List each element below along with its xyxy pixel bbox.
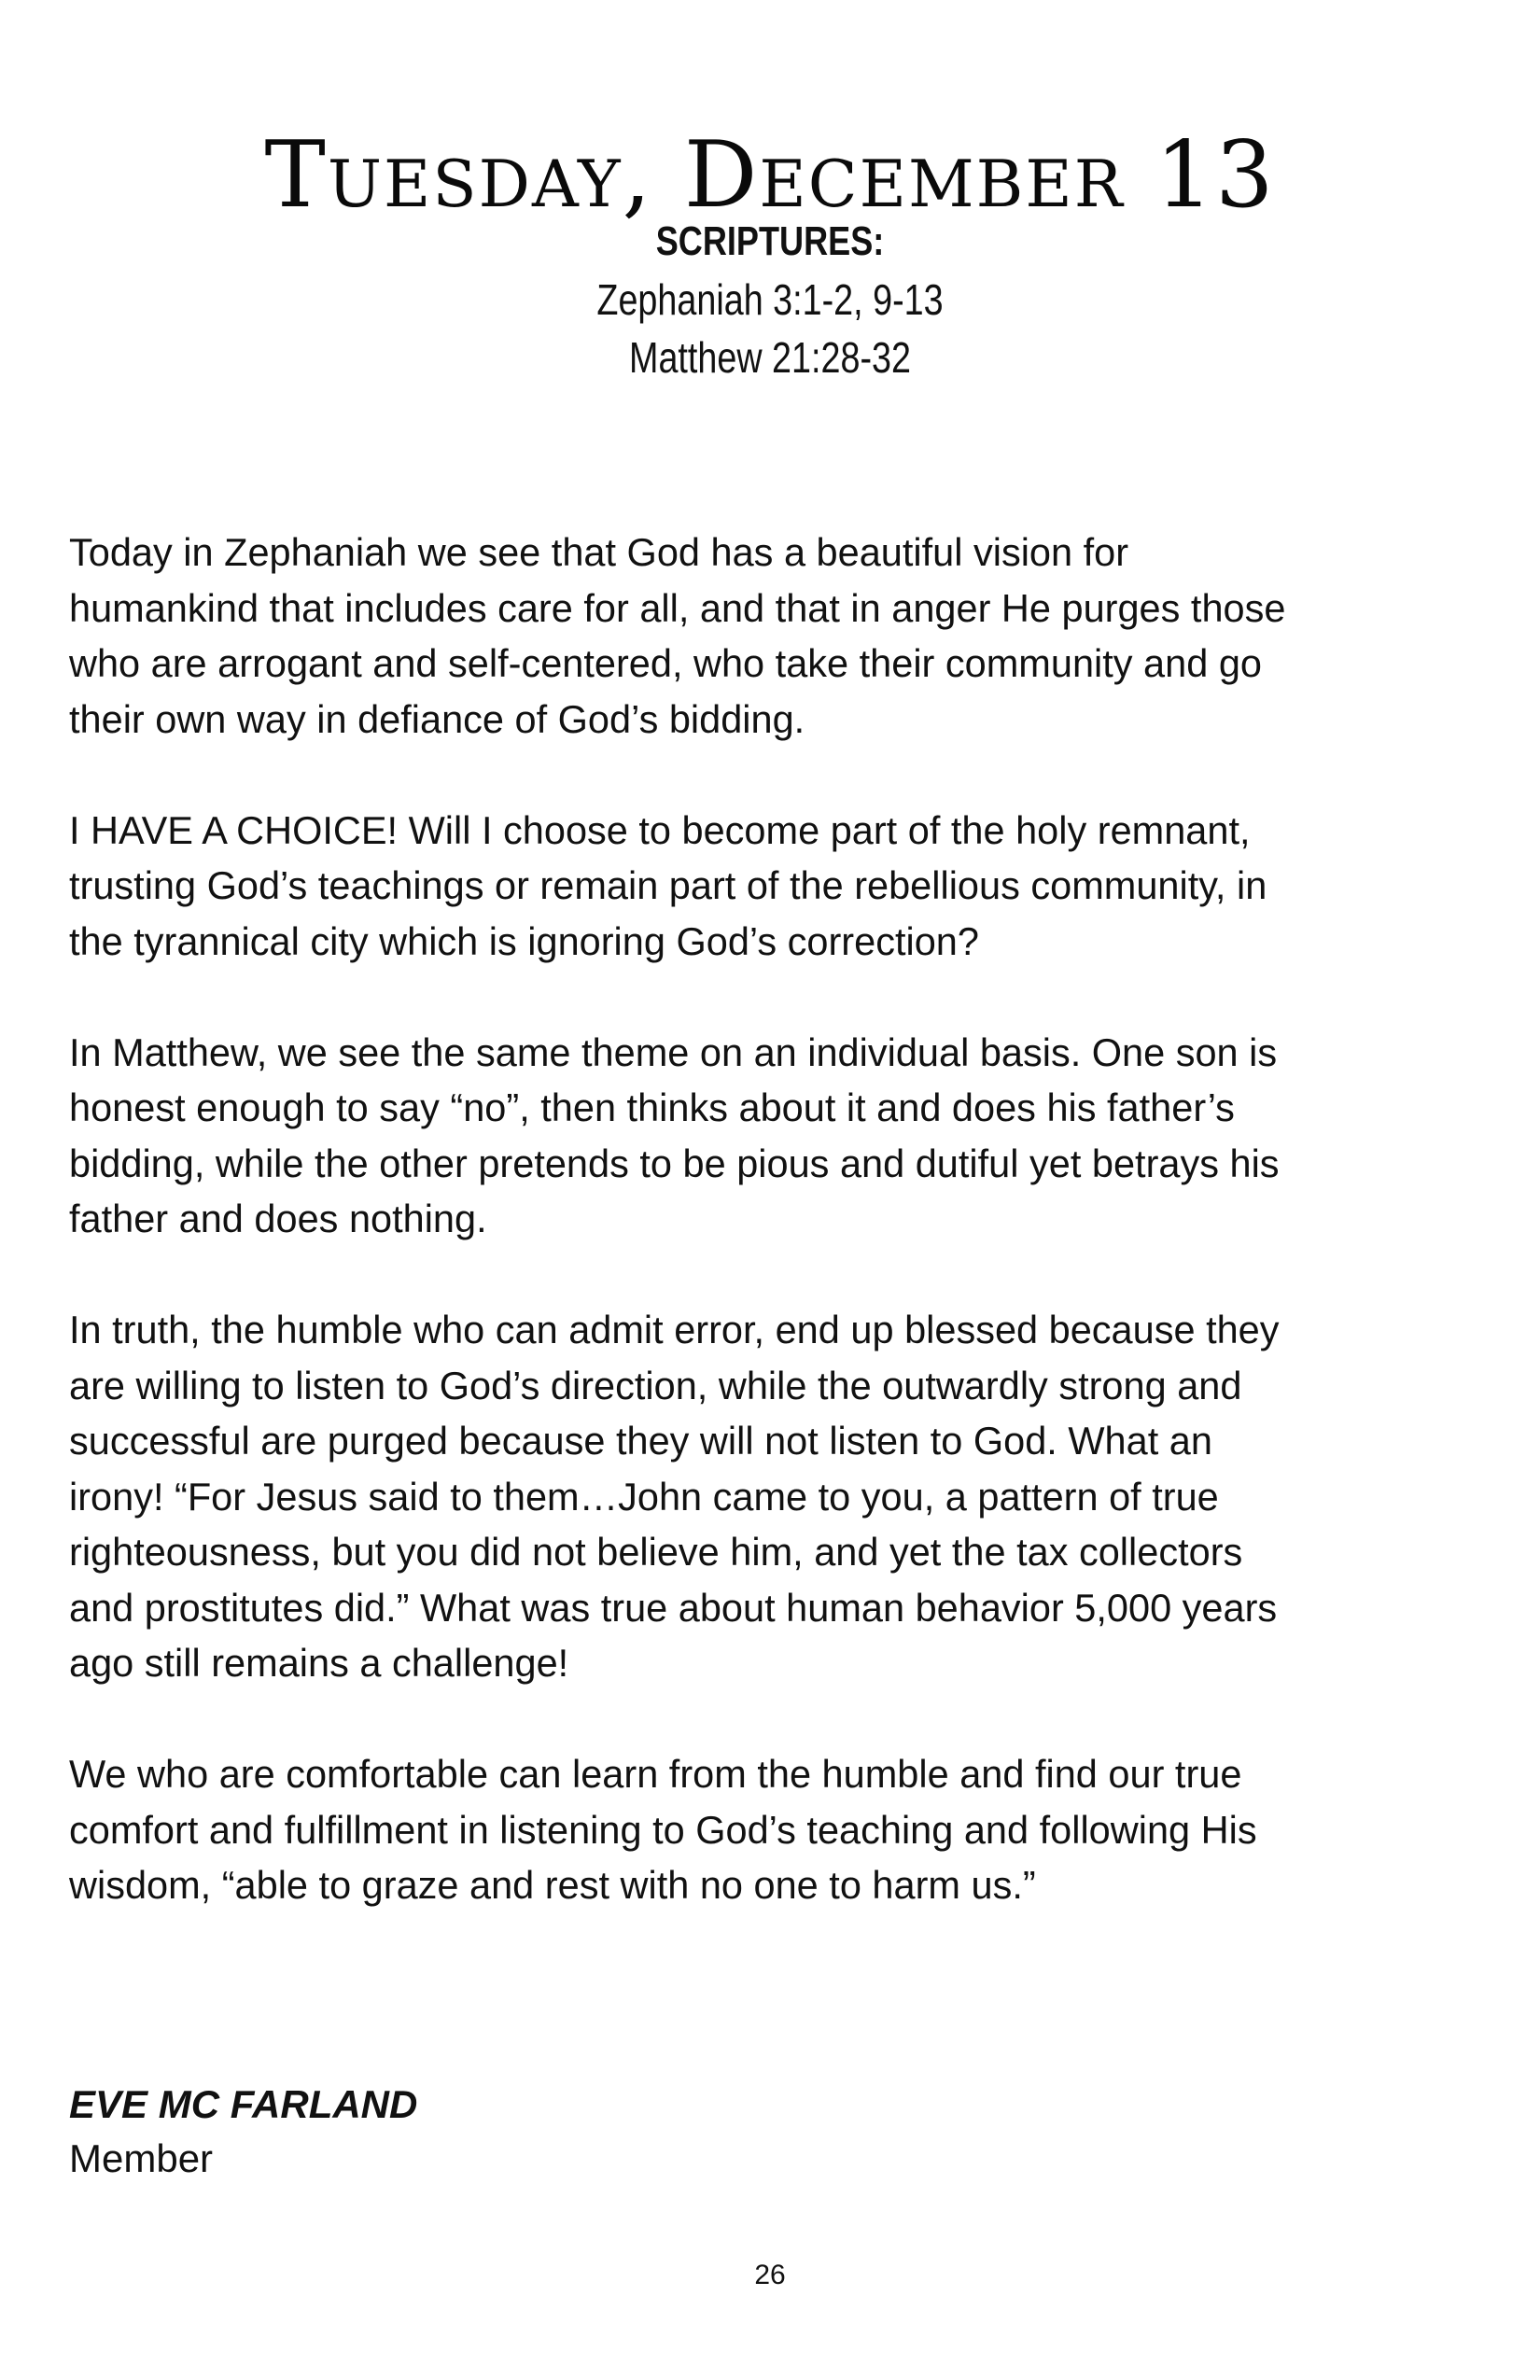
devotional-body bbox=[69, 525, 1469, 1968]
page-number: 26 bbox=[754, 2260, 786, 2290]
scriptures-heading: SCRIPTURES: bbox=[655, 218, 885, 264]
author-role: Member bbox=[69, 2136, 214, 2180]
paragraph-choice: I HAVE A CHOICE! Will I choose to become part of the holy remnant, trusting God’s teachings or remain part of the rebellious community, in the tyrannical city which is ignoring God’s correction? bbox=[69, 807, 1267, 963]
paragraph-comfort: We who are comfortable can learn from the humble and find our true comfort and fulfillment in listening to God’s teaching and following His wisdom, “able to graze and rest with no one to harm us.” bbox=[69, 1752, 1257, 1907]
page-title: Tuesday, December 13 bbox=[264, 121, 1276, 229]
paragraph-zephaniah-vision: Today in Zephaniah we see that God has a beautiful vision for humankind that includes care for all, and that in anger He purges those who are arrogant and self-centered, who take their community and go their own way in defiance of God’s bidding. bbox=[69, 530, 1286, 741]
scripture-reference-matthew: Matthew 21:28-32 bbox=[629, 333, 911, 382]
paragraph-humble-blessed: In truth, the humble who can admit error, end up blessed because they are willing to listen to God’s direction, while the outwardly strong and successful are purged because they will not listen to God. What an irony! “For Jesus said to them…John came to you, a pattern of true righteousness, but you did not believe him, and yet the tax collectors and prostitutes did.” What was true about human behavior 5,000 years ago still remains a challenge! bbox=[69, 1308, 1280, 1685]
scriptures-section bbox=[0, 213, 1540, 386]
paragraph-matthew-sons: In Matthew, we see the same theme on an individual basis. One son is honest enough to say “no”, then thinks about it and does his father’s bidding, while the other pretends to be pious and dutiful yet betrays his father and does nothing. bbox=[69, 1029, 1280, 1240]
author-name: EVE MC FARLAND bbox=[69, 2082, 418, 2126]
author-signature bbox=[69, 2078, 417, 2186]
scripture-reference-zephaniah: Zephaniah 3:1-2, 9-13 bbox=[596, 275, 944, 324]
